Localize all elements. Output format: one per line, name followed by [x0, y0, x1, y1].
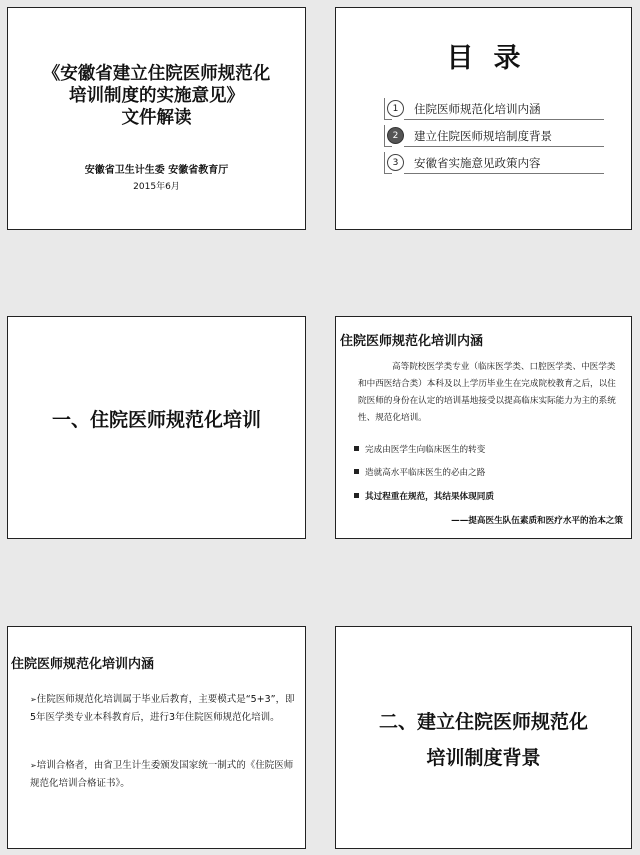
slide4-title: 住院医师规范化培训内涵	[340, 334, 484, 349]
toc-item-rule	[404, 119, 604, 120]
slide-connotation-1	[335, 316, 632, 539]
slide-title	[7, 7, 306, 230]
slide-connotation-2	[7, 626, 306, 849]
toc-item-number: 2	[387, 127, 404, 144]
slide5-paragraph-1	[30, 691, 297, 727]
slide1-title	[8, 63, 305, 129]
bullet-square-icon	[354, 493, 359, 498]
slide-toc	[335, 7, 632, 230]
slide1-title-line1: 《安徽省建立住院医师规范化	[42, 64, 271, 84]
slide4-bullet-1	[354, 443, 485, 455]
slide4-signature: ——提高医生队伍素质和医疗水平的治本之策	[451, 516, 623, 526]
bullet-square-icon	[354, 469, 359, 474]
paragraph-text: 住院医师规范化培训属于毕业后教育，主要模式是“5+3”，即5年医学类专业本科教育后，进行3年住院医师规范化培训。	[30, 694, 295, 723]
slide5-title: 住院医师规范化培训内涵	[11, 657, 155, 672]
slide1-title-line2: 培训制度的实施意见》	[69, 86, 244, 106]
slide-section-2	[335, 626, 632, 849]
slide4-bullet-2	[354, 466, 485, 478]
slide1-date: 2015年6月	[133, 182, 180, 192]
toc-item-3[interactable]	[384, 152, 604, 174]
toc-item-number: 1	[387, 100, 404, 117]
slide1-title-line3: 文件解读	[121, 108, 192, 128]
slide-section-1	[7, 316, 306, 539]
slide5-paragraph-2	[30, 757, 297, 793]
bullet-square-icon	[354, 446, 359, 451]
section2-heading-line2: 培训制度背景	[426, 747, 541, 769]
toc-item-label: 建立住院医师规培制度背景	[414, 129, 552, 143]
bullet-text: 完成由医学生向临床医生的转变	[365, 445, 486, 455]
toc-item-rule	[404, 146, 604, 147]
slide1-org: 安徽省卫生计生委 安徽省教育厅	[84, 165, 229, 176]
toc-item-number: 3	[387, 154, 404, 171]
toc-item-1[interactable]	[384, 98, 604, 120]
bullet-text: 造就高水平临床医生的必由之路	[365, 468, 486, 478]
toc-item-rule	[404, 173, 604, 174]
arrow-bullet-icon: ➢	[30, 695, 37, 704]
toc-item-2[interactable]	[384, 125, 604, 147]
slide4-bullet-3	[354, 490, 494, 502]
toc-item-label: 安徽省实施意见政策内容	[414, 156, 541, 170]
section1-heading: 一、住院医师规范化培训	[51, 409, 261, 431]
paragraph-text: 培训合格者，由省卫生计生委颁发国家统一制式的《住院医师规范化培训合格证书》。	[30, 760, 294, 789]
bullet-text: 其过程重在规范，其结果体现同质	[365, 492, 494, 502]
arrow-bullet-icon: ➢	[30, 761, 37, 770]
section2-heading-line1: 二、建立住院医师规范化	[378, 711, 588, 733]
slide4-paragraph: 高等院校医学类专业（临床医学类、口腔医学类、中医学类和中西医结合类）本科及以上学历毕业生在完成院校教育之后，以住院医师的身份在认定的培训基地接受以提高临床实际能力为主的系统性、规范化培训。	[358, 362, 616, 423]
toc-item-label: 住院医师规范化培训内涵	[414, 102, 541, 116]
toc-heading: 目录	[446, 43, 541, 74]
